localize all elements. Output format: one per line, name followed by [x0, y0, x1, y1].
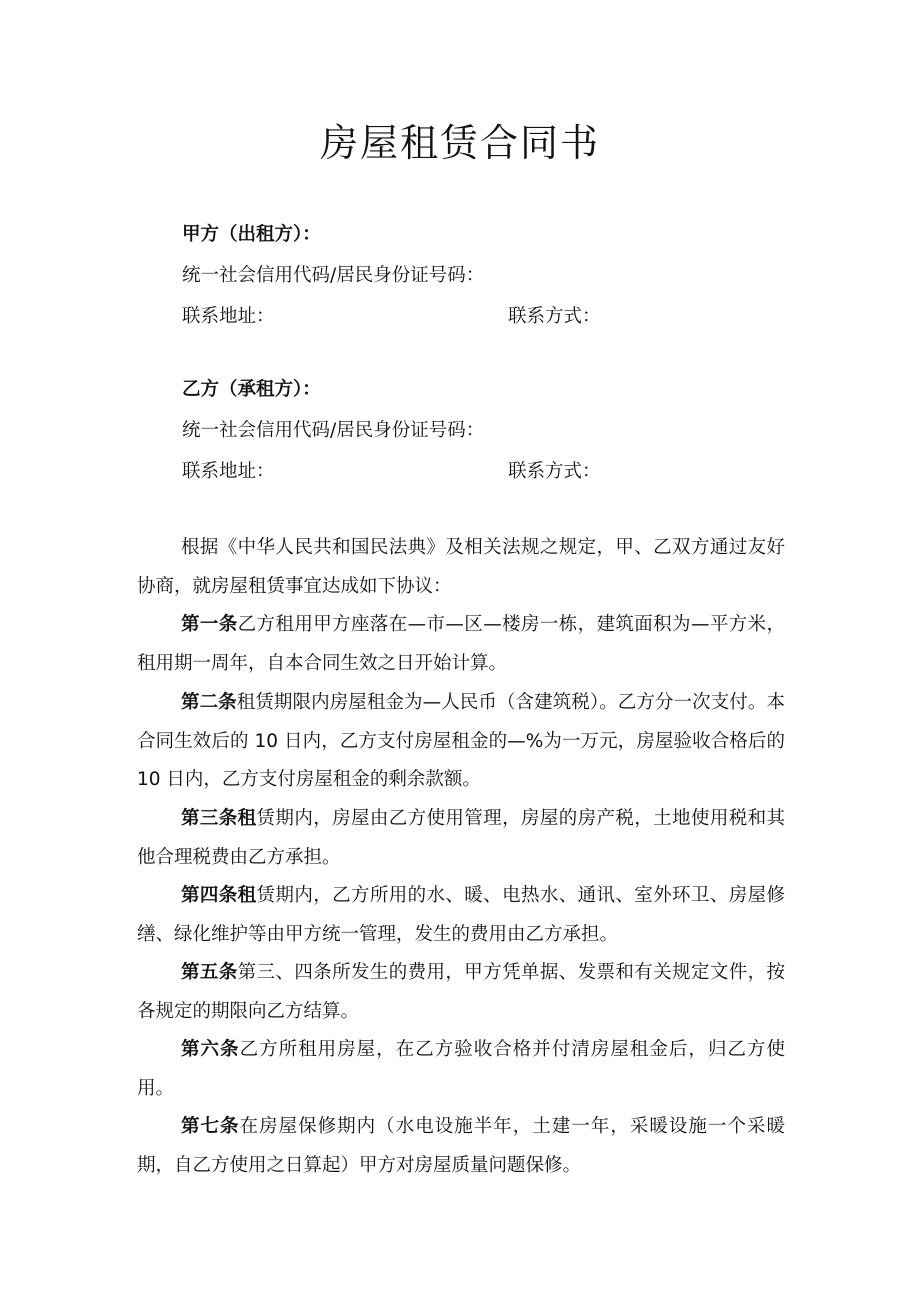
- article-6: [137, 1031, 785, 1108]
- article-text: 乙方所租用房屋，在乙方验收合格并付清房屋租金后，归乙方使用。: [137, 1039, 785, 1099]
- article-term: 第一条: [181, 614, 238, 635]
- party-a-heading: 甲方（出租方）：: [182, 224, 321, 245]
- article-term: 第七条: [181, 1116, 240, 1137]
- article-7: [137, 1108, 785, 1185]
- article-term: 第五条: [181, 962, 238, 983]
- article-term: 第三条租: [181, 808, 257, 829]
- article-text: 第三、四条所发生的费用，甲方凭单据、发票和有关规定文件，按各规定的期限向乙方结算。: [137, 962, 785, 1022]
- article-2: [137, 684, 785, 800]
- party-a-id-label: 统一社会信用代码/居民身份证号码：: [182, 265, 485, 286]
- article-text: 乙方租用甲方座落在—市—区—楼房一栋，建筑面积为—平方米，租用期一周年，自本合同生效之日开始计算。: [137, 614, 785, 674]
- party-b-id-label: 统一社会信用代码/居民身份证号码：: [182, 420, 485, 441]
- article-text: 赁期内，乙方所用的水、暖、电热水、通讯、室外环卫、房屋修缮、绿化维护等由甲方统一管理，发生的费用由乙方承担。: [137, 885, 785, 945]
- party-a-address-label: 联系地址：: [182, 306, 275, 327]
- article-text: 在房屋保修期内（水电设施半年，土建一年，采暖设施一个采暖期，自乙方使用之日算起）甲方对房屋质量问题保修。: [137, 1116, 785, 1176]
- preamble-paragraph: 根据《中华人民共和国民法典》及相关法规之规定，甲、乙双方通过友好协商，就房屋租赁事宜达成如下协议：: [137, 537, 785, 597]
- article-term: 第六条: [181, 1039, 240, 1060]
- article-text: 租赁期限内房屋租金为—人民币（含建筑税）。乙方分一次支付。本合同生效后的 10 日内，乙方支付房屋租金的—%为一万元，房屋验收合格后的 10 日内，乙方支付房屋租金的剩余款额。: [137, 692, 785, 791]
- article-5: [137, 954, 785, 1031]
- document-title: 房屋租赁合同书: [319, 121, 600, 165]
- party-b-heading: 乙方（承租方）：: [182, 379, 321, 400]
- party-b-address-label: 联系地址：: [182, 461, 275, 482]
- article-3: [137, 800, 785, 877]
- article-1: [137, 606, 785, 683]
- article-term: 第四条租: [181, 885, 257, 906]
- article-4: [137, 877, 785, 954]
- party-a-contact-label: 联系方式：: [508, 306, 601, 327]
- article-text: 赁期内，房屋由乙方使用管理，房屋的房产税，土地使用税和其他合理税费由乙方承担。: [137, 808, 785, 868]
- party-b-contact-label: 联系方式：: [508, 461, 601, 482]
- article-term: 第二条: [181, 692, 237, 713]
